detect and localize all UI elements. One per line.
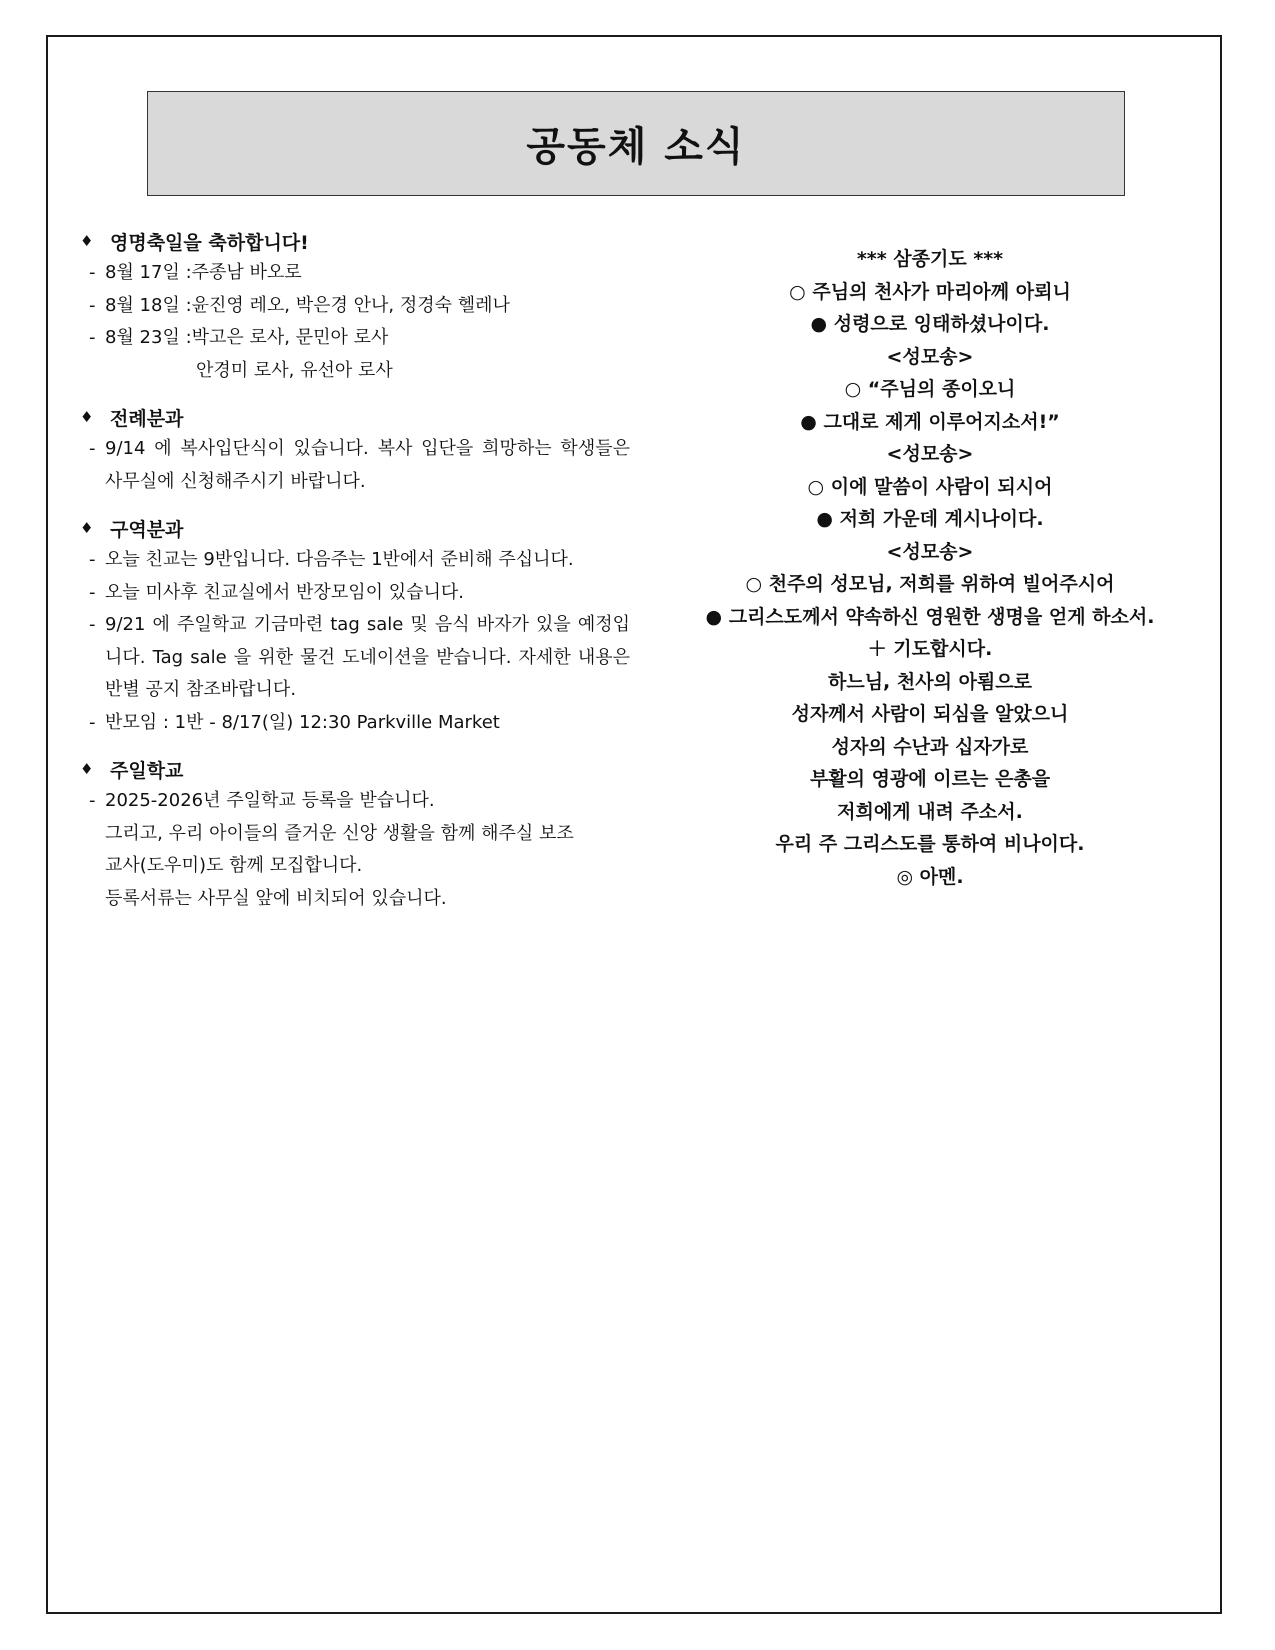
district-section <box>78 512 630 739</box>
liturgy-heading: 전례분과 <box>110 407 184 430</box>
prayer-line: ● 그대로 제게 이루어지소서!” <box>800 410 1060 433</box>
prayer-line: 성자께서 사람이 되심을 알았으니 <box>791 703 1069 725</box>
feast-date: 8월 17일 : <box>105 262 192 283</box>
dash-marker: - <box>89 711 96 733</box>
feast-date: 8월 18일 : <box>105 294 192 316</box>
title-banner <box>147 91 1125 196</box>
district-item <box>78 577 630 610</box>
feast-heading: 영명축일을 축하합니다! <box>110 231 309 254</box>
prayer-line: 부활의 영광에 이르는 은총을 <box>809 768 1051 790</box>
prayer-line: ● 그리스도께서 약속하신 영원한 생명을 얻게 하소서. <box>705 605 1155 628</box>
district-item <box>78 609 630 707</box>
district-heading-row <box>78 512 630 544</box>
sunday-school-heading: 주일학교 <box>110 759 184 782</box>
prayer-line: <성모송> <box>886 345 974 368</box>
sunday-school-item <box>78 785 630 818</box>
feast-date: 8월 23일 : <box>105 327 192 348</box>
dash-marker: - <box>89 581 96 603</box>
sunday-school-section <box>78 753 630 915</box>
prayer-line: ○ “주님의 종이오니 <box>844 378 1016 400</box>
prayer-line: 우리 주 그리스도를 통하여 비나이다. <box>775 833 1085 855</box>
liturgy-heading-row <box>78 401 630 433</box>
prayer-line: ○ 이에 말씀이 사람이 되시어 <box>807 475 1053 498</box>
district-item-text: 오늘 친교는 9반입니다. 다음주는 1반에서 준비해 주십니다. <box>105 549 574 570</box>
feast-item <box>78 322 630 355</box>
feast-names: 박고은 로사, 문민아 로사 <box>191 327 389 348</box>
prayer-line: ○ 천주의 성모님, 저희를 위하여 빌어주시어 <box>745 573 1115 595</box>
sunday-school-line: 교사(도우미)도 함께 모집합니다. <box>105 855 363 876</box>
dash-marker: - <box>89 549 96 570</box>
diamond-bullet-icon: ♦ <box>80 519 94 537</box>
prayer-title: *** 삼종기도 *** <box>856 248 1004 270</box>
liturgy-item <box>78 433 630 498</box>
page-title: 공동체 소식 <box>526 124 746 170</box>
prayer-line: 하느님, 천사의 아룀으로 <box>828 670 1032 693</box>
prayer-line: ＋ 기도합시다. <box>867 638 993 660</box>
prayer-line: 저희에게 내려 주소서. <box>837 800 1023 823</box>
liturgy-item-text: 9/14 에 복사입단식이 있습니다. 복사 입단을 희망하는 학생들은 사무실에 신청해주시기 바랍니다. <box>105 438 630 492</box>
announcements-column <box>78 225 630 929</box>
feast-heading-row <box>78 225 630 257</box>
prayer-line: <성모송> <box>886 443 974 465</box>
liturgy-section <box>78 401 630 498</box>
sunday-school-item-text: 2025-2026년 주일학교 등록을 받습니다. <box>105 790 435 811</box>
prayer-amen: ◎ 아멘. <box>896 865 964 888</box>
dash-marker: - <box>89 327 96 348</box>
dash-marker: - <box>89 262 96 283</box>
sunday-school-heading-row <box>78 753 630 785</box>
prayer-line: ● 저희 가운데 계시나이다. <box>816 508 1044 530</box>
dash-marker: - <box>89 614 96 635</box>
prayer-line: ● 성령으로 잉태하셨나이다. <box>810 313 1050 335</box>
feast-item <box>78 290 630 323</box>
feast-section <box>78 225 630 387</box>
district-item-text: 반모임 : 1반 - 8/17(일) 12:30 Parkville Market <box>105 711 500 733</box>
feast-item <box>78 257 630 290</box>
dash-marker: - <box>89 294 96 316</box>
prayer-line: <성모송> <box>886 540 974 563</box>
district-item-text: 9/21 에 주일학교 기금마련 tag sale 및 음식 바자가 있을 예정입니다. Tag sale 을 위한 물건 도네이션을 받습니다. 자세한 내용은 반별 공지 참조바랍니다. <box>105 614 630 700</box>
dash-marker: - <box>89 790 96 811</box>
district-item <box>78 707 630 740</box>
prayer-line: ○ 주님의 천사가 마리아께 아뢰니 <box>789 280 1071 303</box>
diamond-bullet-icon: ♦ <box>80 232 94 250</box>
angelus-prayer-column <box>660 243 1200 893</box>
diamond-bullet-icon: ♦ <box>80 760 94 778</box>
feast-names: 주종남 바오로 <box>191 262 302 283</box>
prayer-line: 성자의 수난과 십자가로 <box>831 735 1029 758</box>
district-item-text: 오늘 미사후 친교실에서 반장모임이 있습니다. <box>105 581 464 603</box>
sunday-school-line: 등록서류는 사무실 앞에 비치되어 있습니다. <box>105 887 447 909</box>
dash-marker: - <box>89 438 96 459</box>
diamond-bullet-icon: ♦ <box>80 408 94 426</box>
feast-names: 윤진영 레오, 박은경 안나, 정경숙 헬레나 <box>191 294 510 316</box>
feast-names-continued: 안경미 로사, 유선아 로사 <box>196 359 393 381</box>
district-item <box>78 544 630 577</box>
sunday-school-line: 그리고, 우리 아이들의 즐거운 신앙 생활을 함께 해주실 보조 <box>105 822 574 844</box>
district-heading: 구역분과 <box>110 518 184 541</box>
